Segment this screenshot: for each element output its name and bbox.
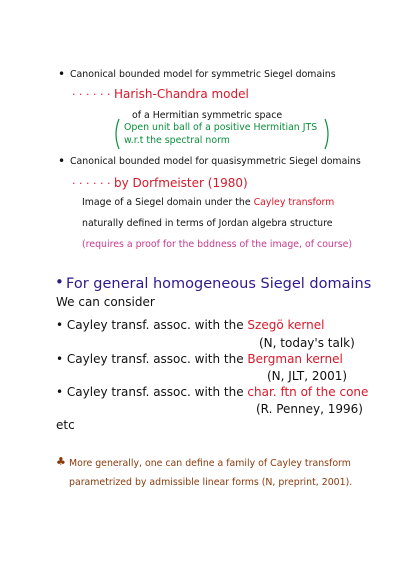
dots-1: · · · · · ·: [72, 88, 111, 101]
dots-2: · · · · · ·: [72, 177, 111, 190]
harish-chandra-model: Harish-Chandra model: [114, 87, 249, 101]
bullet-dot: •: [58, 154, 66, 168]
by-dorfmeister: by Dorfmeister (1980): [114, 176, 248, 190]
bullet-quasisymmetric-siegel: Canonical bounded model for quasisymmetric Siegel domains: [70, 156, 361, 167]
list-item-char-ftn: • Cayley transf. assoc. with the char. ftn of the cone: [56, 385, 369, 399]
paren-line-1: Open unit ball of a positive Hermitian JTS: [124, 122, 318, 133]
bergman-kernel-highlight: Bergman kernel: [247, 352, 343, 366]
bullet-symmetric-siegel: Canonical bounded model for symmetric Siegel domains: [70, 69, 336, 80]
ref-szego: (N, today's talk): [259, 336, 355, 350]
list-item-bergman: • Cayley transf. assoc. with the Bergman kernel: [56, 352, 343, 366]
footer-line-2: parametrized by admissible linear forms (N, preprint, 2001).: [69, 477, 353, 488]
we-can-consider: We can consider: [56, 295, 155, 309]
cayley-transform-highlight: Cayley transform: [253, 197, 335, 208]
ref-bergman: (N, JLT, 2001): [267, 369, 348, 383]
char-ftn-highlight: char. ftn of the cone: [247, 385, 369, 399]
bullet-dot: •: [58, 67, 66, 81]
etc: etc: [56, 418, 75, 432]
ref-penney: (R. Penney, 1996): [256, 402, 363, 416]
image-of-siegel-domain: Image of a Siegel domain under the Cayley transform: [82, 197, 335, 208]
section-heading: For general homogeneous Siegel domains: [66, 276, 372, 292]
club-icon: ♣: [56, 455, 66, 468]
requires-proof-note: (requires a proof for the bddness of the image, of course): [82, 239, 353, 250]
of-hermitian-space: of a Hermitian symmetric space: [132, 110, 283, 121]
szego-kernel-highlight: Szegö kernel: [247, 318, 325, 332]
list-item-szego: • Cayley transf. assoc. with the Szegö kernel: [56, 318, 325, 332]
naturally-defined: naturally defined in terms of Jordan algebra structure: [82, 218, 333, 229]
section-heading-bullet: •: [55, 273, 64, 291]
footer-line-1: More generally, one can define a family of Cayley transform: [69, 458, 351, 469]
paren-line-2: w.r.t the spectral norm: [124, 135, 230, 146]
right-paren: [324, 118, 332, 150]
left-paren: [112, 118, 120, 150]
